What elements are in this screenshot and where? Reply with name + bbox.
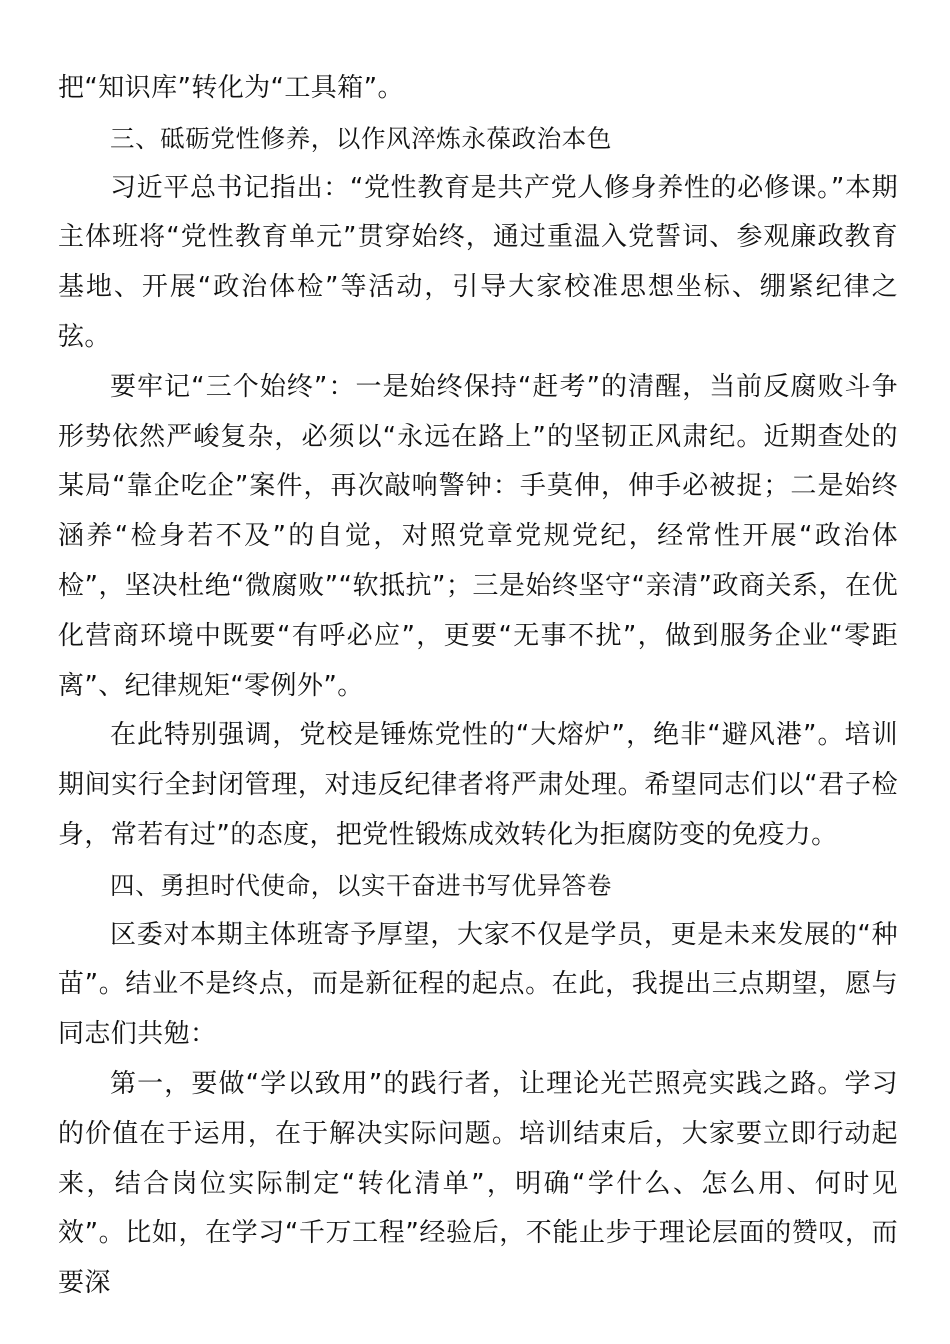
paragraph-party-school: 在此特别强调，党校是锤炼党性的“大熔炉”，绝非“避风港”。培训期间实行全封闭管理，对违反纪律者将严肃处理。希望同志们以“君子检身，常若有过”的态度，把党性锻炼成效转化为拒腐防变的免疫力。 [58,720,898,850]
paragraph-party-education: 习近平总书记指出：“党性教育是共产党人修身养性的必修课。”本期主体班将“党性教育单元”贯穿始终，通过重温入党誓词、参观廉政教育基地、开展“政治体检”等活动，引导大家校准思想坐标、绷紧纪律之弦。 [58,172,898,352]
section-heading-4: 四、勇担时代使命，以实干奋进书写优异答卷 [110,870,612,900]
section-heading-3: 三、砥砺党性修养，以作风淬炼永葆政治本色 [110,123,612,153]
paragraph-first-expectation: 第一，要做“学以致用”的践行者，让理论光芒照亮实践之路。学习的价值在于运用，在于解决实际问题。培训结束后，大家要立即行动起来，结合岗位实际制定“转化清单”，明确“学什么、怎么用、何时见效”。比如，在学习“千万工程”经验后，不能止步于理论层面的赞叹，而要深 [58,1068,898,1299]
document-body [58,64,898,1309]
paragraph-three-always: 要牢记“三个始终”：一是始终保持“赶考”的清醒，当前反腐败斗争形势依然严峻复杂，必须以“永远在路上”的坚韧正风肃纪。近期查处的某局“靠企吃企”案件，再次敲响警钟：手莫伸，伸手必被捉；二是始终涵养“检身若不及”的自觉，对照党章党规党纪，经常性开展“政治体检”，坚决杜绝“微腐败”“软抵抗”；三是始终坚守“亲清”政商关系，在优化营商环境中既要“有呼必应”，更要“无事不扰”，做到服务企业“零距离”、纪律规矩“零例外”。 [58,371,898,701]
paragraph-expectations: 区委对本期主体班寄予厚望，大家不仅是学员，更是未来发展的“种苗”。结业不是终点，而是新征程的起点。在此，我提出三点期望，愿与同志们共勉： [58,919,898,1050]
paragraph-continuation: 把“知识库”转化为“工具箱”。 [58,73,404,103]
